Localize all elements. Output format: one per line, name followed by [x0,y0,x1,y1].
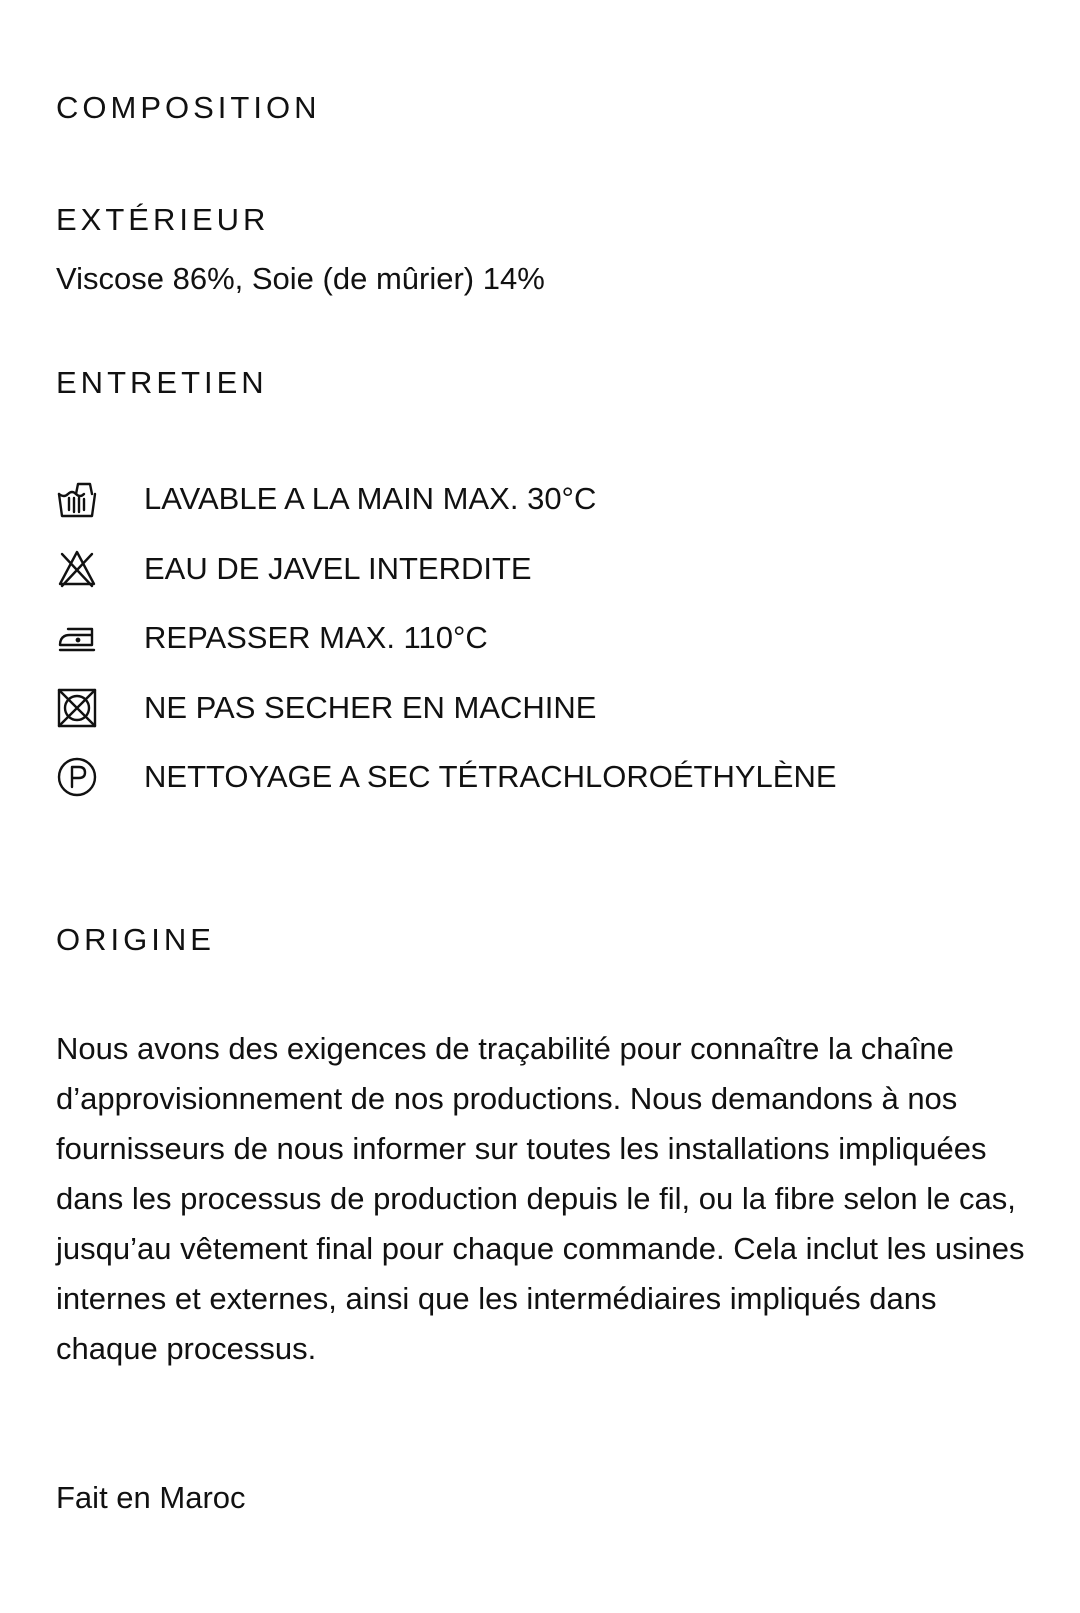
care-heading: ENTRETIEN [56,365,268,400]
care-item-no-bleach [56,544,1016,594]
care-label: NE PAS SECHER EN MACHINE [144,690,597,725]
exterior-composition-value: Viscose 86%, Soie (de mûrier) 14% [56,261,545,296]
no-tumble-dry-icon [56,687,98,729]
origin-description: Nous avons des exigences de traçabilité pour connaître la chaîne d’approvisionnement de nos productions. Nous demandons à nos fournisseurs de nous informer sur toutes les installations impliquées dans les processus de production depuis le fil, ou la fibre selon le cas, jusqu’au vêtement final pour chaque commande. Cela inclut les usines internes et externes, ainsi que les intermédiaires impliqués dans chaque processus. [56,1031,1025,1366]
dry-clean-p-icon [56,756,98,798]
care-label: EAU DE JAVEL INTERDITE [144,551,532,586]
care-label: LAVABLE A LA MAIN MAX. 30°C [144,481,597,516]
care-label: REPASSER MAX. 110°C [144,620,488,655]
care-label: NETTOYAGE A SEC TÉTRACHLOROÉTHYLÈNE [144,759,837,794]
exterior-heading: EXTÉRIEUR [56,202,270,237]
made-in-country: Fait en Maroc [56,1480,246,1515]
iron-icon [56,617,98,659]
no-bleach-icon [56,548,98,590]
care-item-iron [56,613,1016,663]
hand-wash-icon [56,478,98,520]
composition-heading: COMPOSITION [56,90,321,125]
origin-heading: ORIGINE [56,922,215,957]
care-item-no-tumble-dry [56,683,1016,733]
care-item-hand-wash [56,474,1016,524]
care-item-dry-clean [56,752,1016,802]
